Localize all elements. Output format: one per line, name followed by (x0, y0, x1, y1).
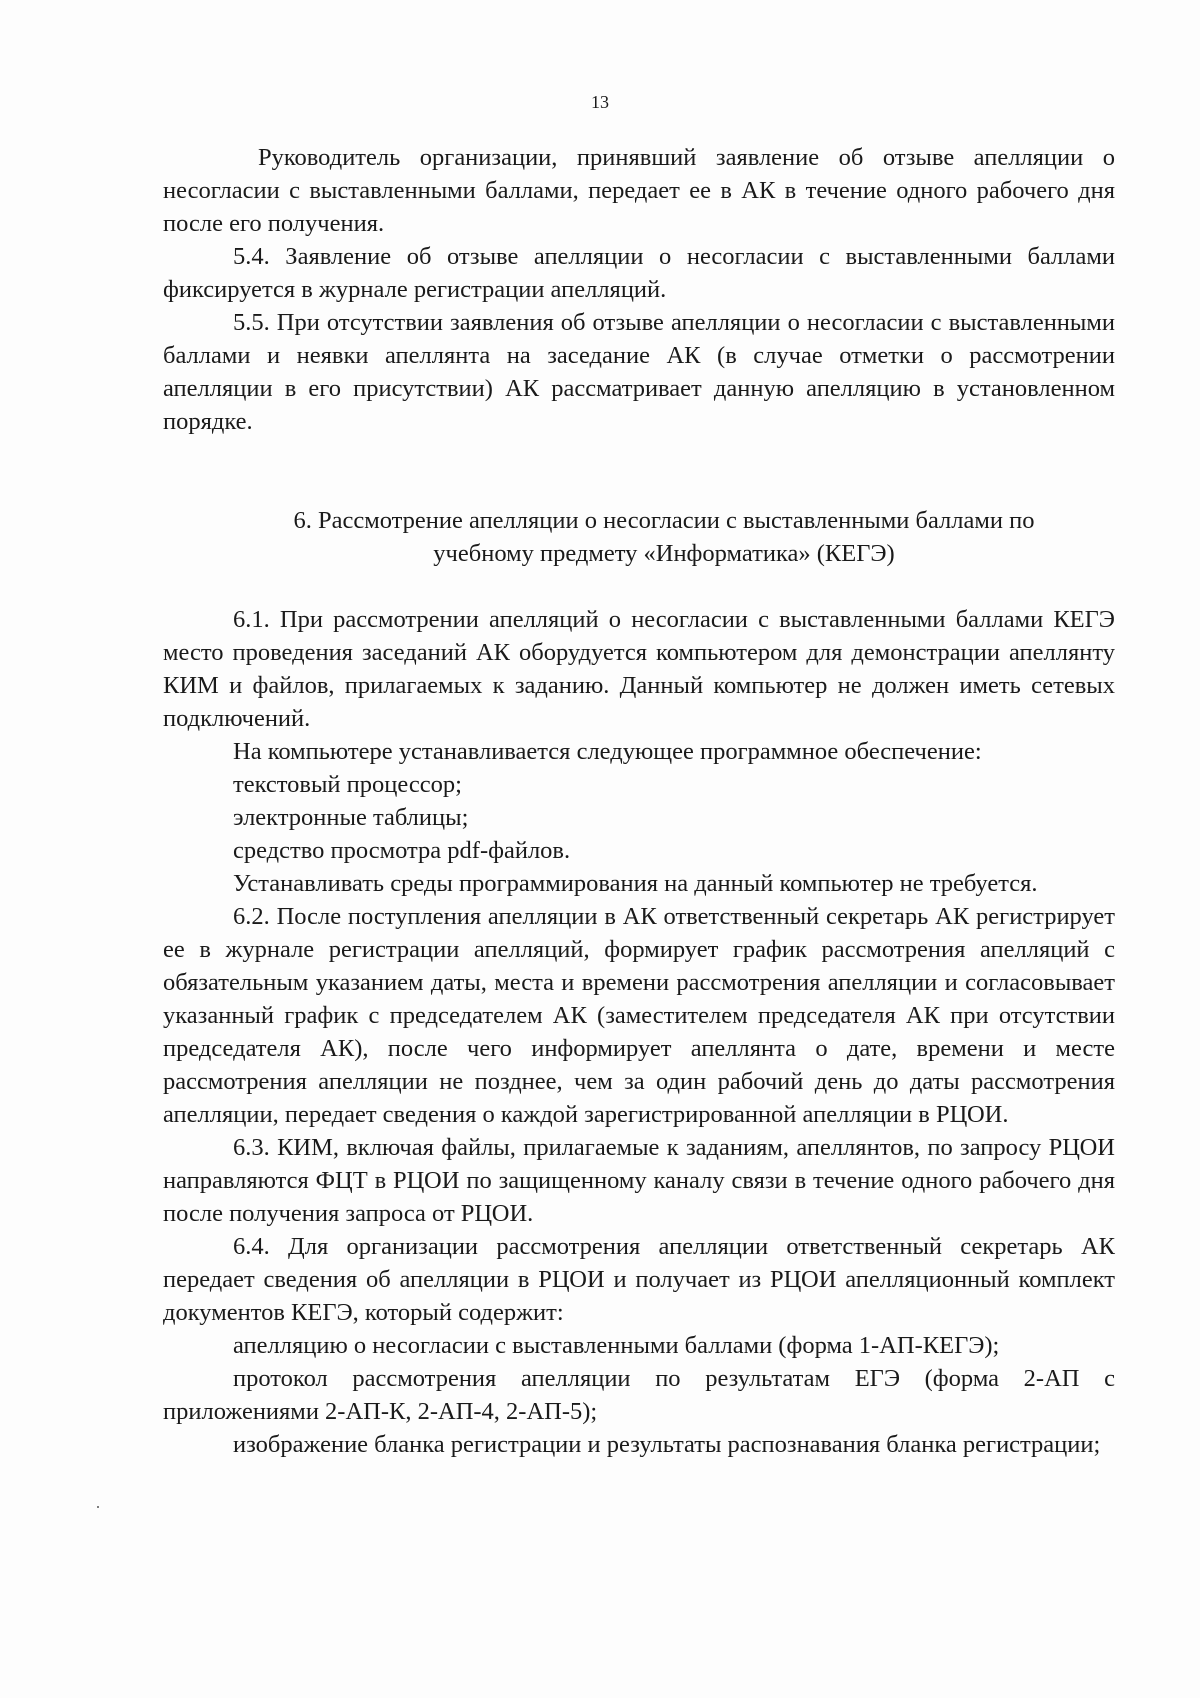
software-item-pdf-viewer: средство просмотра pdf-файлов. (233, 837, 571, 864)
paragraph-6-3: 6.3. КИМ, включая файлы, прилагаемые к заданиям, апеллянтов, по запросу РЦОИ направляются ФЦТ в РЦОИ по защищенному каналу связи в течение одного рабочего дня после получения запроса от РЦОИ. (163, 1134, 1115, 1227)
paragraph-6-1: 6.1. При рассмотрении апелляций о несогласии с выставленными баллами КЕГЭ место проведения заседаний АК оборудуется компьютером для демонстрации апеллянту КИМ и файлов, прилагаемых к заданию. Данный компьютер не должен иметь сетевых подключений. (163, 606, 1115, 732)
paragraph-recall-transfer: Руководитель организации, принявший заявление об отзыве апелляции о несогласии с выставленными баллами, передает ее в АК в течение одного рабочего дня после его получения. (163, 144, 1115, 237)
paragraph-5-4: 5.4. Заявление об отзыве апелляции о несогласии с выставленными баллами фиксируется в журнале регистрации апелляций. (163, 243, 1115, 303)
section-6-heading (163, 504, 1115, 570)
software-item-spreadsheets: электронные таблицы; (233, 804, 469, 831)
page-number: 13 (591, 92, 609, 112)
paragraph-5-5: 5.5. При отсутствии заявления об отзыве апелляции о несогласии с выставленными баллами и неявки апеллянта на заседание АК (в случае отметки о рассмотрении апелляции в его присутствии) АК рассматривает данную апелляцию в установленном порядке. (163, 309, 1115, 435)
document-body (163, 141, 1115, 1461)
paragraph-software-intro: На компьютере устанавливается следующее программное обеспечение: (233, 738, 982, 765)
paragraph-no-ide: Устанавливать среды программирования на данный компьютер не требуется. (233, 870, 1038, 897)
kit-item-protocol: протокол рассмотрения апелляции по результатам ЕГЭ (форма 2-АП с приложениями 2-АП-К, 2-АП-4, 2-АП-5); (163, 1365, 1115, 1425)
section-6-heading-line1: 6. Рассмотрение апелляции о несогласии с выставленными баллами по (293, 507, 1035, 534)
scan-dot-mark (97, 1506, 99, 1508)
heading-spacer (163, 570, 1115, 603)
kit-item-registration-blank: изображение бланка регистрации и результаты распознавания бланка регистрации; (233, 1431, 1101, 1458)
paragraph-6-2: 6.2. После поступления апелляции в АК ответственный секретарь АК регистрирует ее в журнале регистрации апелляций, формирует график рассмотрения апелляций с обязательным указанием даты, места и времени рассмотрения апелляции и согласовывает указанный график с председателем АК (заместителем председателя АК при отсутствии председателя АК), после чего информирует апеллянта о дате, времени и месте рассмотрения апелляции не позднее, чем за один рабочий день до даты рассмотрения апелляции, передает сведения о каждой зарегистрированной апелляции в РЦОИ. (163, 903, 1115, 1128)
paragraph-6-4: 6.4. Для организации рассмотрения апелляции ответственный секретарь АК передает сведения об апелляции в РЦОИ и получает из РЦОИ апелляционный комплект документов КЕГЭ, который содержит: (163, 1233, 1115, 1326)
software-item-text-processor: текстовый процессор; (233, 771, 462, 798)
section-6-heading-line2: учебному предмету «Информатика» (КЕГЭ) (433, 540, 895, 567)
kit-item-appeal-form: апелляцию о несогласии с выставленными баллами (форма 1-АП-КЕГЭ); (233, 1332, 1000, 1359)
section-spacer (163, 438, 1115, 504)
